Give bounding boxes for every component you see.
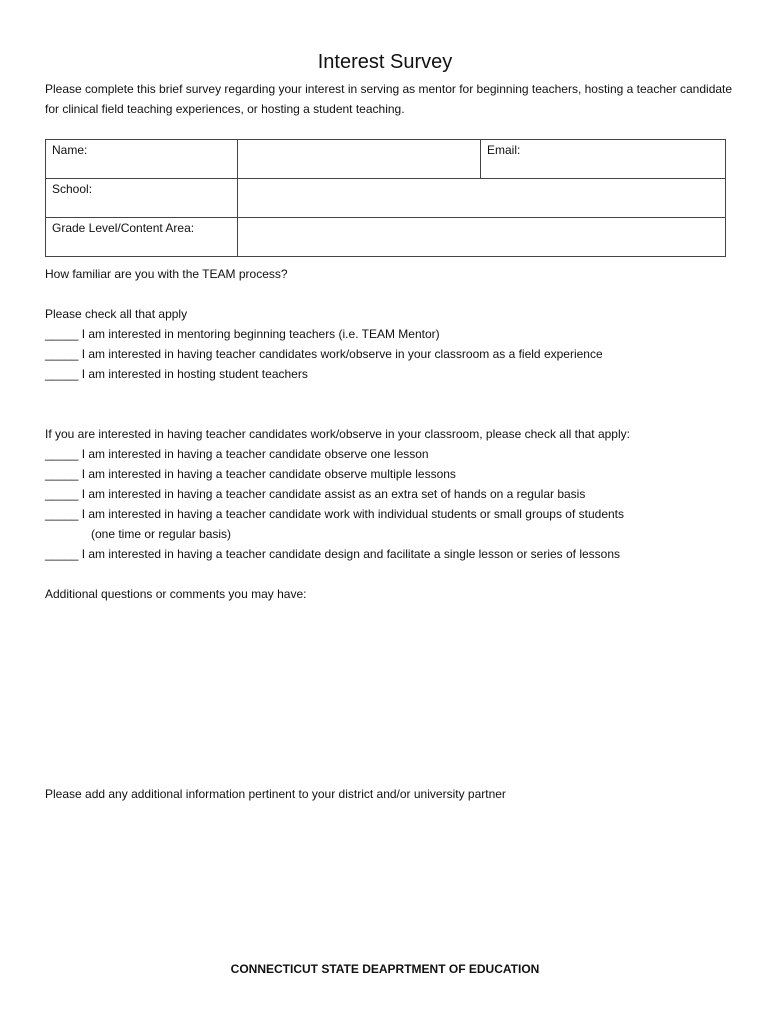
footer-organization: CONNECTICUT STATE DEAPRTMENT OF EDUCATION (230, 962, 540, 976)
grade-row (46, 218, 726, 257)
checklist-item[interactable]: _____ I am interested in mentoring beginning teachers (i.e. TEAM Mentor) (45, 327, 440, 341)
grade-label: Grade Level/Content Area: (46, 218, 238, 257)
school-row (46, 179, 726, 218)
additional-info-section (45, 784, 745, 804)
intro-text: Please complete this brief survey regarding your interest in serving as mentor for beginning teachers, hosting a teacher candidate for clinical field teaching experiences, or hosting a student teaching. (45, 82, 733, 116)
comments-label: Additional questions or comments you may have: (45, 587, 307, 601)
email-field[interactable]: Email: (481, 140, 726, 179)
checklist-item[interactable]: _____ I am interested in hosting student teachers (45, 367, 308, 381)
grade-field[interactable] (238, 218, 726, 257)
checklist-heading: Please check all that apply (45, 307, 188, 321)
comments-section (45, 584, 745, 604)
school-label: School: (46, 179, 238, 218)
checklist-item[interactable]: _____ I am interested in having a teacher candidate assist as an extra set of hands on a regular basis (45, 487, 586, 501)
name-row (46, 140, 726, 179)
interest-checklist (45, 304, 745, 384)
checklist-item-continuation: (one time or regular basis) (91, 527, 232, 541)
candidate-checklist-heading: If you are interested in having teacher candidates work/observe in your classroom, please check all that apply: (45, 427, 630, 441)
contact-info-table (45, 139, 726, 257)
candidate-checklist (45, 424, 745, 564)
school-field[interactable] (238, 179, 726, 218)
checklist-item[interactable]: _____ I am interested in having a teacher candidate design and facilitate a single lesson or series of lessons (45, 547, 621, 561)
checklist-item[interactable]: _____ I am interested in having a teacher candidate work with individual students or small groups of students (45, 507, 624, 521)
page-title: Interest Survey (317, 51, 453, 73)
familiar-question (45, 264, 745, 284)
name-field[interactable] (238, 140, 481, 179)
checklist-item[interactable]: _____ I am interested in having a teacher candidate observe multiple lessons (45, 467, 456, 481)
name-label: Name: (46, 140, 238, 179)
additional-info-label: Please add any additional information pertinent to your district and/or university partner (45, 787, 506, 801)
checklist-item[interactable]: _____ I am interested in having teacher candidates work/observe in your classroom as a field experience (45, 347, 603, 361)
familiar-question-text: How familiar are you with the TEAM process? (45, 267, 288, 281)
checklist-item[interactable]: _____ I am interested in having a teacher candidate observe one lesson (45, 447, 429, 461)
